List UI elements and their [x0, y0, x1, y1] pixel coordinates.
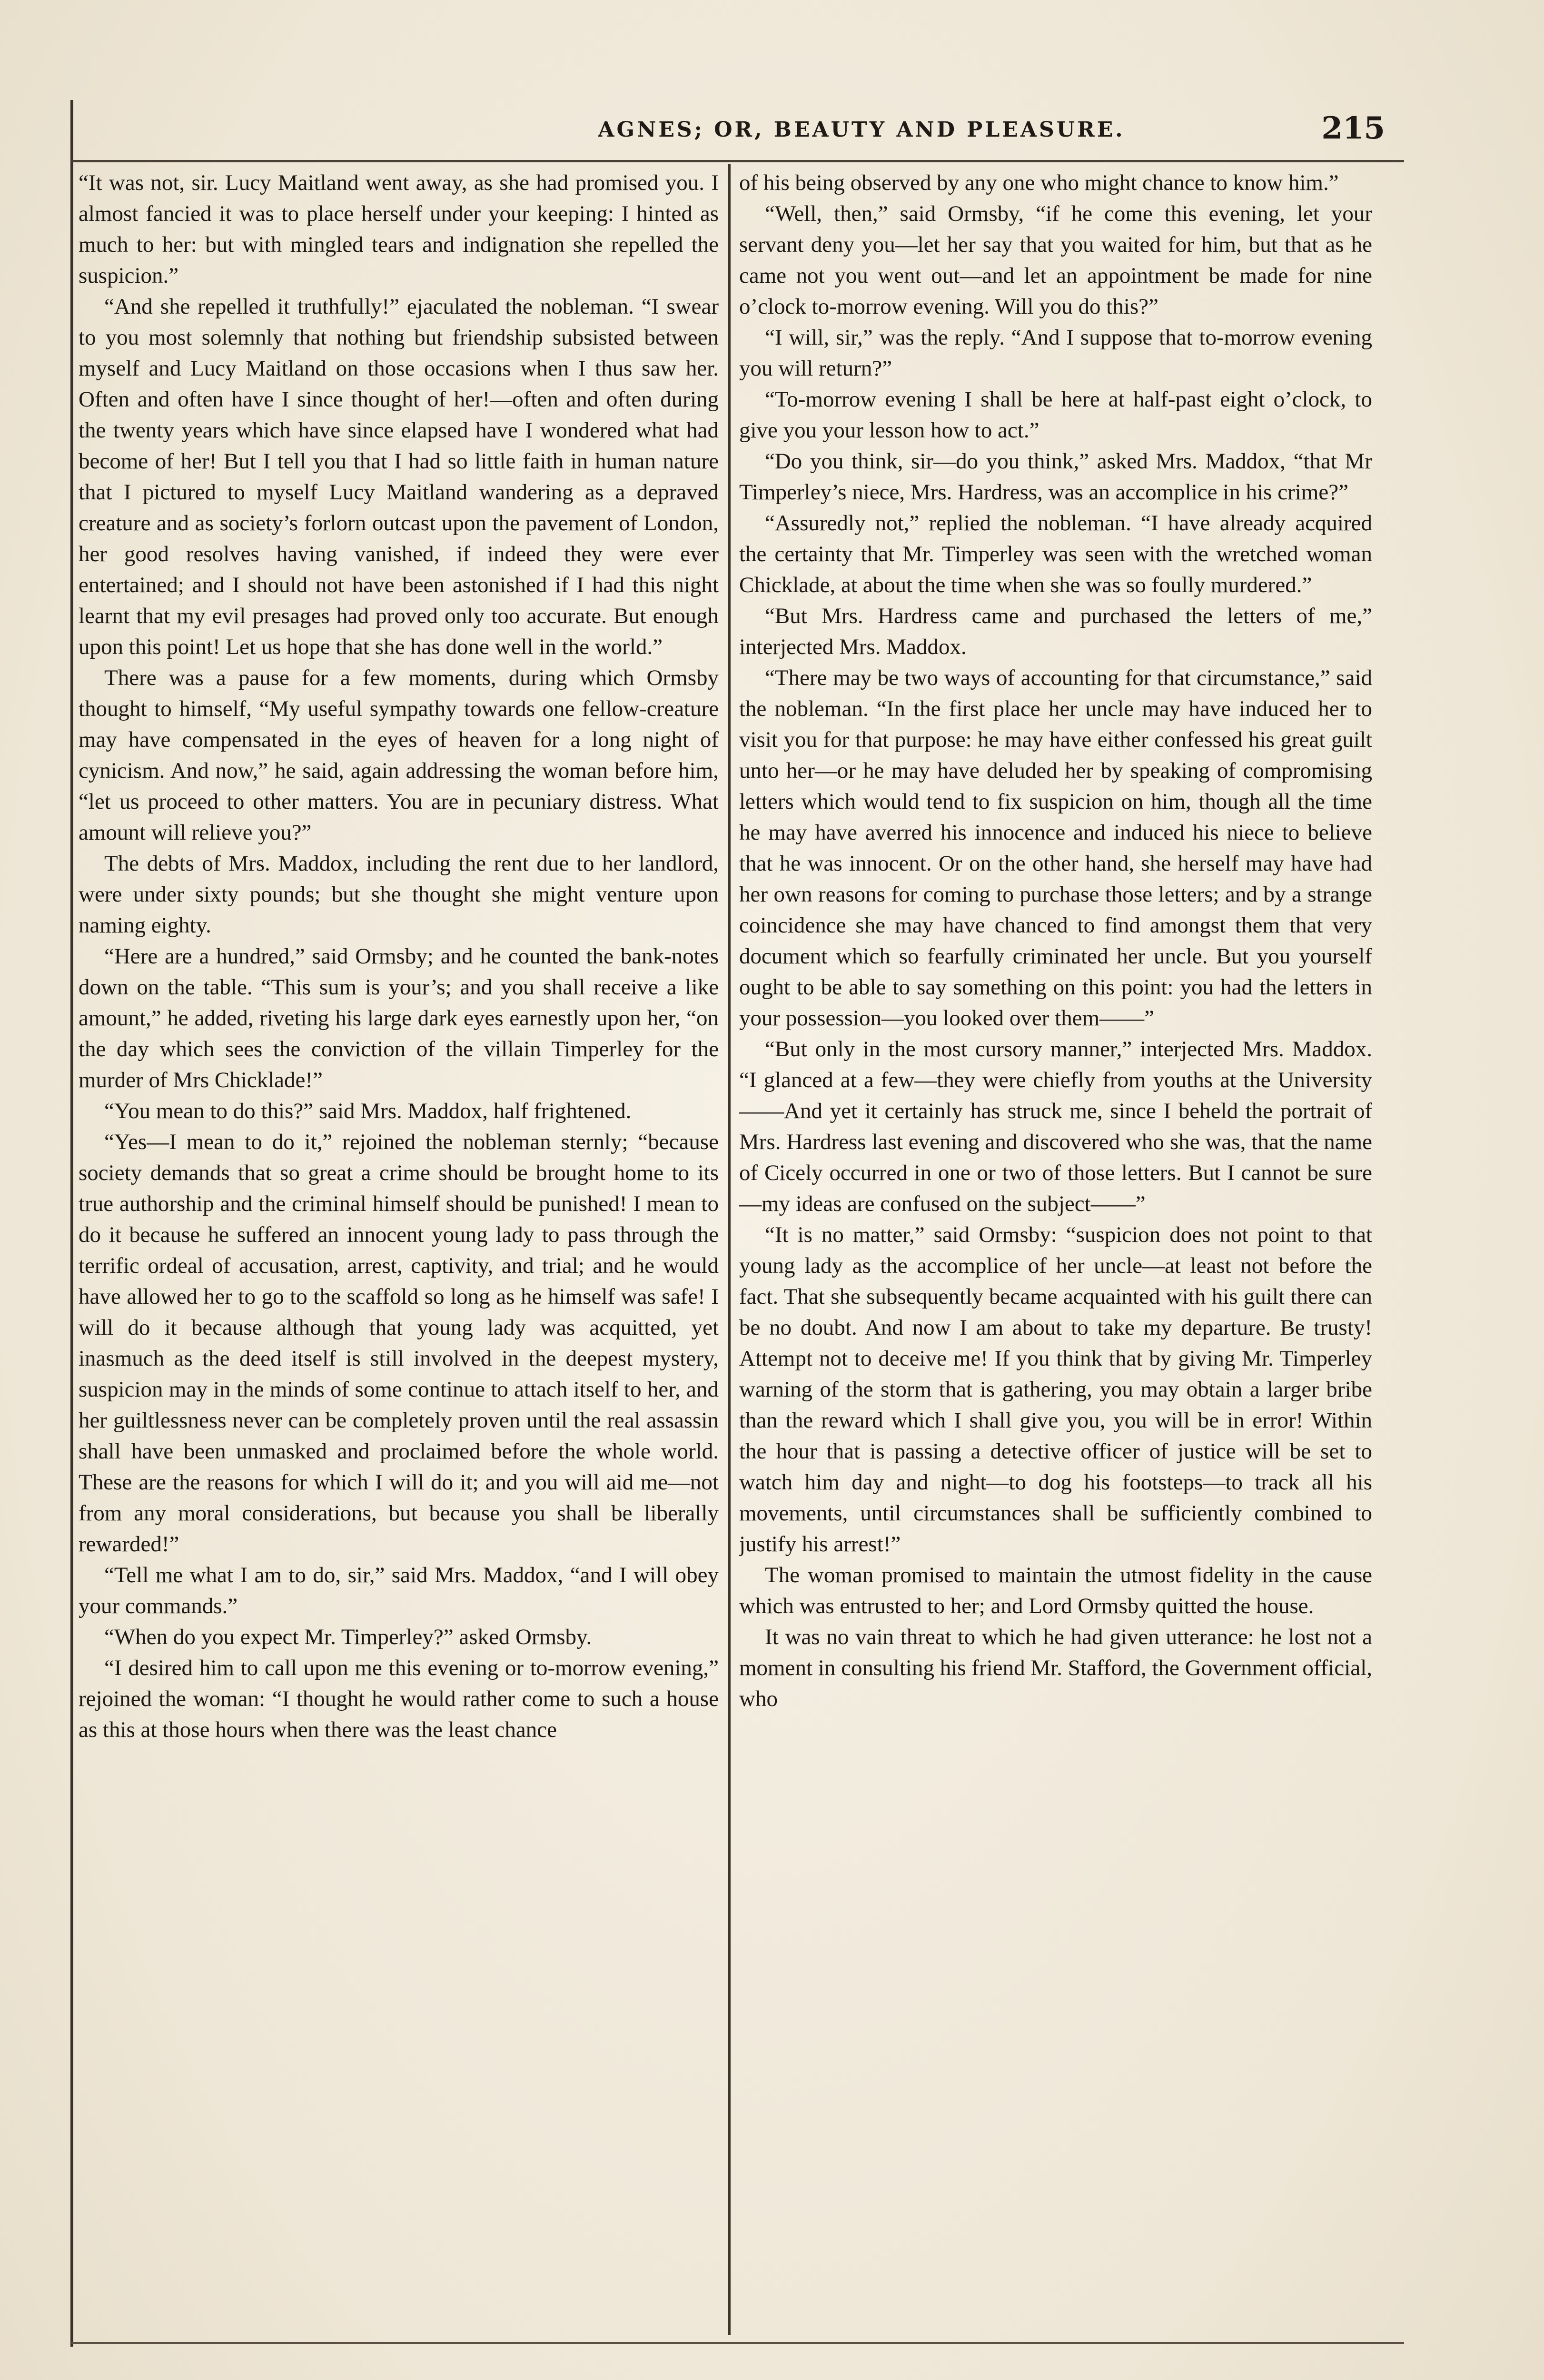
paragraph: “But only in the most cursory manner,” interjected Mrs. Maddox. “I glanced at a few—they were chiefly from youths at the University——And yet it certainly has struck me, since I beheld the portrait of Mrs. Hardress last evening and discovered who she was, that the name of Cicely occurred in one or two of those letters. But I cannot be sure—my ideas are confused on the subject——” [739, 1037, 1372, 1216]
page-number: 215 [1321, 110, 1385, 146]
paragraph: of his being observed by any one who might chance to know him.” [739, 170, 1339, 195]
paragraph: “But Mrs. Hardress came and purchased the letters of me,” interjected Mrs. Maddox. [739, 604, 1372, 659]
paragraph: “I will, sir,” was the reply. “And I suppose that to-morrow evening you will return?” [739, 325, 1372, 381]
paragraph: “To-morrow evening I shall be here at half-past eight o’clock, to give you your lesson how to act.” [739, 387, 1372, 443]
footer-rule [71, 2342, 1404, 2344]
left-text-column [79, 168, 719, 2338]
header-rule [71, 160, 1404, 162]
paragraph: “It is no matter,” said Ormsby: “suspicion does not point to that young lady as the accomplice of her uncle—at least not before the fact. That she subsequently became acquainted with his guilt there can be no doubt. And now I am about to take my departure. Be trusty! Attempt not to deceive me! If you think that by giving Mr. Timperley warning of the storm that is gathering, you may obtain a larger bribe than the reward which I shall give you, you will be in error! Within the hour that is passing a detective officer of justice will be set to watch him day and night—to dog his footsteps—to track all his movements, until circumstances shall be sufficiently combined to justify his arrest!” [739, 1222, 1372, 1557]
paragraph: “There may be two ways of accounting for that circumstance,” said the nobleman. “In the first place her uncle may have induced her to visit you for that purpose: he may have either confessed his great guilt unto her—or he may have deluded her by speaking of compromising letters which would tend to fix suspicion on him, though all the time he may have averred his innocence and induced his niece to believe that he was innocent. Or on the other hand, she herself may have had her own reasons for coming to purchase those letters; and by a strange coincidence she may have chanced to find amongst them that very document which so fearfully criminated her uncle. But you yourself ought to be able to say something on this point: you had the letters in your possession—you looked over them——” [739, 665, 1372, 1031]
paragraph: “Yes—I mean to do it,” rejoined the nobleman sternly; “because society demands that so great a crime should be brought home to its true authorship and the criminal himself should be punished! I mean to do it because he suffered an innocent young lady to pass through the terrific ordeal of accusation, arrest, captivity, and trial; and he would have allowed her to go to the scaffold so long as he himself was safe! I will do it because although that young lady was acquitted, yet inasmuch as the deed itself is still involved in the deepest mystery, suspicion may in the minds of some continue to attach itself to her, and her guiltlessness never can be completely proven until the real assassin shall have been unmasked and proclaimed before the whole world. These are the reasons for which I will do it; and you will aid me—not from any moral considerations, but because you shall be liberally rewarded!” [79, 1130, 719, 1557]
paragraph: “You mean to do this?” said Mrs. Maddox, half frightened. [104, 1099, 632, 1123]
paragraph: There was a pause for a few moments, during which Ormsby thought to himself, “My useful sympathy towards one fellow-creature may have compensated in the eyes of heaven for a long night of cynicism. And now,” he said, again addressing the woman before him, “let us proceed to other matters. You are in pecuniary distress. What amount will relieve you?” [79, 665, 719, 845]
paragraph: “Well, then,” said Ormsby, “if he come this evening, let your servant deny you—let her say that you waited for him, but that as he came not you went out—and let an appointment be made for nine o’clock to-morrow evening. Will you do this?” [739, 201, 1372, 319]
paragraph: The debts of Mrs. Maddox, including the rent due to her landlord, were under sixty pounds; but she thought she might venture upon naming eighty. [79, 851, 719, 938]
paragraph: “I desired him to call upon me this evening or to-morrow evening,” rejoined the woman: “I thought he would rather come to such a house as this at those hours when there was the least chance [79, 1656, 719, 1742]
column-divider [728, 164, 731, 2335]
paragraph: “And she repelled it truthfully!” ejaculated the nobleman. “I swear to you most solemnly that nothing but friendship subsisted between myself and Lucy Maitland on those occasions when I thus saw her. Often and often have I since thought of her!—often and often during the twenty years which have since elapsed have I wondered what had become of her! But I tell you that I had so little faith in human nature that I pictured to myself Lucy Maitland wandering as a depraved creature and as society’s forlorn outcast upon the pavement of London, her good resolves having vanished, if indeed they were ever entertained; and I should not have been astonished if I had this night learnt that my evil presages had proved only too accurate. But enough upon this point! Let us hope that she has done well in the world.” [79, 294, 719, 659]
left-border-line [70, 100, 73, 2347]
paragraph: “Assuredly not,” replied the nobleman. “I have already acquired the certainty that Mr. Timperley was seen with the wretched woman Chicklade, at about the time when she was so foully murdered.” [739, 511, 1372, 597]
paragraph: “Tell me what I am to do, sir,” said Mrs. Maddox, “and I will obey your commands.” [79, 1563, 719, 1618]
paragraph: “When do you expect Mr. Timperley?” asked Ormsby. [104, 1625, 592, 1649]
paragraph: It was no vain threat to which he had given utterance: he lost not a moment in consulting his friend Mr. Stafford, the Government official, who [739, 1625, 1372, 1711]
paragraph: The woman promised to maintain the utmost fidelity in the cause which was entrusted to her; and Lord Ormsby quitted the house. [739, 1563, 1372, 1618]
running-title: AGNES; OR, BEAUTY AND PLEASURE. [598, 118, 1125, 142]
paragraph: “Do you think, sir—do you think,” asked Mrs. Maddox, “that Mr Timperley’s niece, Mrs. Hardress, was an accomplice in his crime?” [739, 449, 1372, 505]
paragraph: “Here are a hundred,” said Ormsby; and he counted the bank-notes down on the table. “This sum is your’s; and you shall receive a like amount,” he added, riveting his large dark eyes earnestly upon her, “on the day which sees the conviction of the villain Timperley for the murder of Mrs Chicklade!” [79, 944, 719, 1092]
paragraph: “It was not, sir. Lucy Maitland went away, as she had promised you. I almost fancied it was to place herself under your keeping: I hinted as much to her: but with mingled tears and indignation she repelled the suspicion.” [79, 170, 719, 288]
right-text-column [739, 168, 1372, 2338]
